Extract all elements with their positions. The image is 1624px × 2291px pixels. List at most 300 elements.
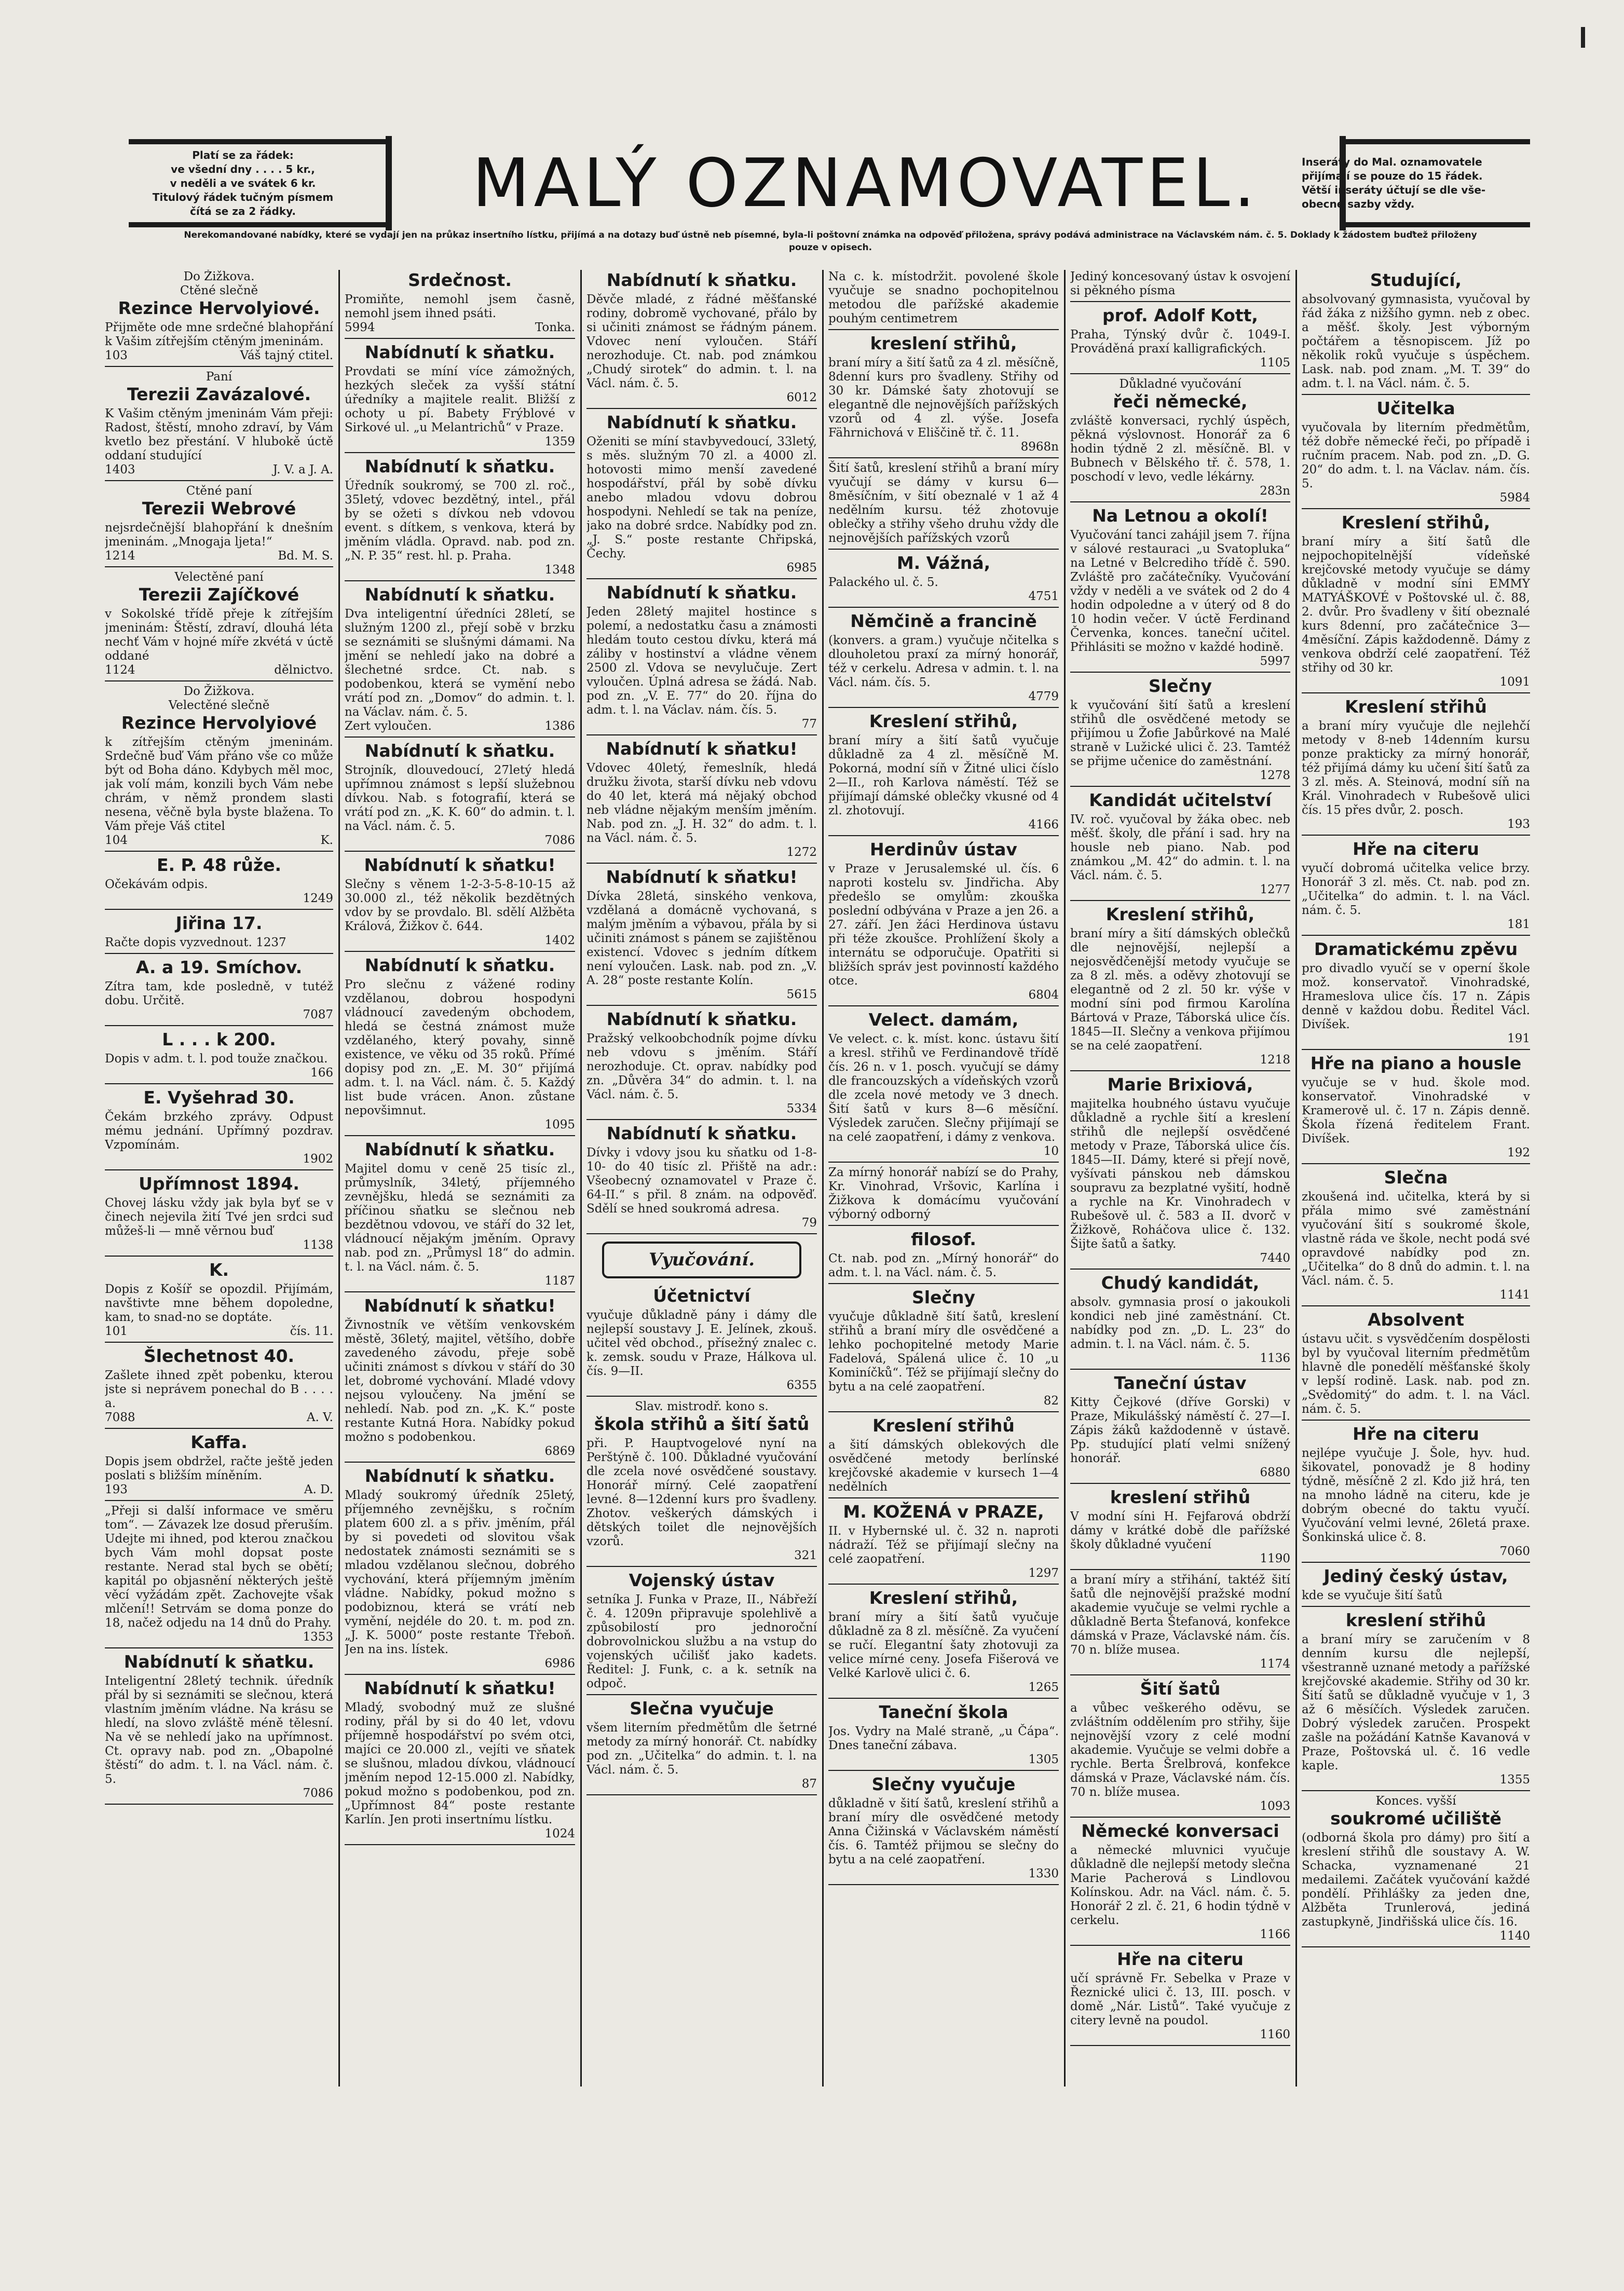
ad-body: Pro slečnu z vážené rodiny vzdělanou, dobrou hospodyni vládnoucí zavedeným obchodem, hledá se čestná známost muže vzdělaného, který povahy, sinně existence, ve věku od 35 roků. Přímé dopisy pod zn. „E. M. 30“ přijímá adm. t. l. na Václ. nám. č. 5. Každý list bude vrácen. Anon. zůstane nepovšimnut. (345, 978, 575, 1117)
ad-signature (105, 1066, 333, 1080)
ad-heading: Slečny (1148, 676, 1212, 696)
ad-signer: 7087 (303, 1008, 333, 1021)
classified-ad (1070, 1074, 1290, 1270)
ad-body: Praha, Týnský dvůr č. 1049-I. Prováděná praxí kalligrafických. (1070, 328, 1290, 356)
ad-signer: 5984 (1499, 491, 1530, 504)
ad-body: Dívky i vdovy jsou ku sňatku od 1-8-10- do 40 tisíc zl. Přiště na adr.: Všeobecný oznamovatel v Praze č. 64-II.“ s přil. 8 znám. na odpověď. Sdělí se hned soukromá adresa. (586, 1146, 817, 1216)
ad-signature (105, 663, 333, 677)
ad-signer: 10 (1043, 1144, 1059, 1158)
ad-signature (828, 988, 1059, 1002)
ad-heading: filosof. (911, 1229, 976, 1249)
classified-ad (345, 342, 575, 453)
classified-ad (586, 1123, 817, 1234)
ad-signature (828, 1753, 1059, 1767)
ad-body: Ve velect. c. k. míst. konc. ústavu šití a kresl. střihů ve Ferdinandově třídě čís. 26 n. v 1. posch. vyučují se dámy dle francouzských a vídeňských vzorů dle zcela nové metody ve 3 dnech. Šití šatů v kurs 8—6 měsíční. Výsledek zaručen. Slečny přijímají se na celé zaopatření, i dámy z venkova. (828, 1032, 1059, 1144)
ad-signature (1070, 1799, 1290, 1813)
rules-line: Větší inseráty účtují se dle vše- (1302, 184, 1486, 196)
ad-body: Za mírný honorář nabízí se do Prahy, Kr. Vinohrad, Vršovic, Karlína i Žižkova k domácímu vyučování výborný odborný (828, 1166, 1059, 1221)
ad-signer: 1297 (1028, 1566, 1059, 1580)
ad-signer: A. V. (306, 1411, 333, 1424)
ad-signer: 7440 (1260, 1251, 1290, 1265)
classified-ad (1302, 1167, 1530, 1306)
ad-signer: Bd. M. S. (278, 549, 333, 563)
ad-body: Chovej lásku vždy jak byla byť se v činech nejevila žití Tvé jen srdci suď můžeš-li — mně věrnou buď (105, 1196, 333, 1238)
ad-signature (1302, 918, 1530, 932)
classified-ad (345, 270, 575, 339)
ad-signer: 4779 (1028, 690, 1059, 703)
ad-heading: Srdečnost. (408, 270, 512, 290)
ad-body: Provdati se míní více zámožných, hezkých sleček za vyšší státní úředníky a majitele realit. Bližší z ochoty u pí. Babety Frýblové v Sirkové ul. „u Melantrichů“ v Praze. (345, 365, 575, 434)
ad-signature (1302, 675, 1530, 689)
ad-heading: Nabídnutí k sňatku. (606, 1009, 797, 1029)
ad-signature (105, 1630, 333, 1644)
classified-ad (828, 1229, 1059, 1284)
ad-signature (105, 1411, 333, 1425)
ad-intro-line: Paní (206, 370, 233, 384)
classified-ad (1070, 305, 1290, 374)
ad-heading: Nabídnutí k sňatku! (606, 739, 798, 759)
ad-signer: dělnictvo. (274, 663, 333, 677)
ad-body: k zítřejším ctěným jmeninám. Srdečně buď Vám přáno vše co může být od Boha dáno. Kdybych měl moc, jak volí mám, konzili bych Vám nebe chrám, v němž prondem slasti nesena, věčně byla byste blažena. To Vám přeje Váš ctitel (105, 735, 333, 833)
classified-ad (586, 1009, 817, 1120)
classified-ad (1302, 1794, 1530, 1947)
ad-signature (586, 1216, 817, 1230)
ad-signer: 1902 (303, 1152, 333, 1166)
ad-body: IV. roč. vyučoval by žáka obec. neb měšť. školy, dle přání i sad. hry na housle neb piano. Nab. pod známkou „M. 42“ do admin. t. l. na Václ. nám. č. 5. (1070, 813, 1290, 882)
ad-heading: Nabídnutí k sňatku. (606, 582, 797, 603)
ad-name-heading: Rezince Hervolyiové (121, 713, 317, 733)
ad-signer: 5334 (786, 1102, 817, 1115)
rules-line: Inseráty do Mal. oznamovatele (1302, 156, 1482, 168)
classified-ad (1070, 676, 1290, 787)
ad-signature (586, 561, 817, 575)
ad-heading: Nabídnutí k sňatku. (364, 741, 555, 761)
ad-signer: 1140 (1499, 1929, 1530, 1943)
ad-signature (1070, 1552, 1290, 1566)
classified-ad (345, 1466, 575, 1675)
ad-body: braní míry a šití šatů vyučuje důkladně za 4 zl. měsíčně M. Pokorná, modní síň v Žitné ulici číslo 2—II., roh Karlova náměstí. Též se přijímají dámské oblečky vkusné od 4 zl. zhotovují. (828, 734, 1059, 817)
ad-body: Vyučování tanci zahájil jsem 7. října v sálové restauraci „u Svatopluka“ na Letné v Belcrediho třídě č. 590. Zvláště pro začátečníky. Vyučování vždy v neděli a ve svátek od 2 do 4 hodin odpoledne a v úterý od 8 do 10 hodin večer. V úctě Ferdinand Červenka, konces. taneční učitel. Přihlásiti se možno v každé hodině. (1070, 528, 1290, 654)
ad-body: Ct. nab. pod zn. „Mírný honorář“ do adm. t. l. na Václ. nám. č. 5. (828, 1252, 1059, 1279)
ad-body: Jeden 28letý majitel hostince s polemí, a nedostatku času a známosti hledám touto cestou dívku, která má záliby v hostinství a vládne věnem 2500 zl. Vdova se nevylučuje. Zert vyloučen. Úplná adresa se žádá. Nab. pod zn. „V. E. 77“ do 20. října do adm. t. l. na Václav. nám. čís. 5. (586, 605, 817, 717)
ad-signature (586, 988, 817, 1002)
ad-signer: 321 (794, 1549, 817, 1562)
ad-signature (828, 1144, 1059, 1158)
ad-signer: 1272 (786, 846, 817, 859)
ad-number: 1214 (105, 549, 135, 563)
classified-ad (345, 955, 575, 1136)
pricing-line: čítá se za 2 řádky. (190, 204, 296, 217)
ad-signer: 6012 (786, 391, 817, 404)
ad-signer: 4751 (1028, 590, 1059, 603)
ad-heading: Nabídnutí k sňatku. (364, 342, 555, 362)
classified-ad (586, 412, 817, 579)
ad-body: Vdovec 40letý, řemeslník, hledá družku života, starší dívku neb vdovu do 40 let, která má nějaký obchod neb vládne nějakým menším jměním. Nab. pod zn. „J. H. 32“ do adm. t. l. na Václ. nám. č. 5. (586, 761, 817, 845)
classified-ad (1070, 790, 1290, 901)
ad-body: Oženiti se míní stavbyvedoucí, 33letý, s měs. služným 70 zl. a 4000 zl. hotovosti mimo menší zavedené hospodářství, přál by sobě dívku anebo mladou vdovu dobrou hospodyni. Nehledí se tak na peníze, jako na dobré srdce. Nabídky pod zn. „J. S.“ poste restante Chřipská, Čechy. (586, 435, 817, 561)
ad-intro-line: Velectěné paní (174, 570, 264, 584)
ad-heading: Taneční ústav (1114, 1373, 1247, 1393)
classified-ad (105, 1029, 333, 1084)
ad-signer: 193 (1507, 817, 1530, 831)
ad-signer: 82 (1043, 1394, 1059, 1408)
ad-body: Dívka 28letá, sinského venkova, vzdělaná a domácně vychovaná, s malým jměním a výbavou, přála by si učiniti známost s pánem se zajištěnou existencí. Vdovec s jedním dítkem není vyloučen. Lask. nab. pod zn. „V. A. 28“ poste restante Kolín. (586, 890, 817, 987)
ad-body: Mladý soukromý úředník 25letý, příjemného zevnějšku, s ročním platem 600 zl. a s přiv. jměním, přál by si povedeti od slovitou však nedostatek známosti seznámiti se s mladou vzdělanou slečnou, dobrého vychování, která příjemným jměním vládne. Nabídky, pokud možno s podobiznou, která se vrátí neb vymění, nejdéle do 20. t. m. pod zn. „J. K. 5000“ poste restante Třeboň. Jen na ins. lístek. (345, 1489, 575, 1656)
classified-ad (828, 1415, 1059, 1498)
classified-ad (1302, 398, 1530, 509)
ad-signer: 192 (1507, 1146, 1530, 1160)
ad-column-4 (828, 270, 1059, 2087)
column-rule (822, 270, 824, 2087)
classified-ad (1302, 270, 1530, 395)
ad-signer: 5997 (1260, 654, 1290, 668)
ad-intro-line: Konces. vyšší (1375, 1794, 1456, 1808)
ad-body: Přijměte ode mne srdečné blahopřání k Vašim zítřejším ctěným jmeninám. (105, 321, 333, 348)
ad-heading: Kaffa. (190, 1432, 248, 1452)
classified-ad (345, 855, 575, 952)
ad-body: a braní míry vyučuje dle nejlehčí metody v 8-neb 14denním kursu ponze prakticky za mírný honorář, též přijímá dámy ku učení šití šatů za 3 zl. měs. A. Steinová, modní síň na Král. Vinohradech v Rubešově ulici čís. 15 přes dvůr, 2. posch. (1302, 719, 1530, 817)
ad-intro-line: Ctěné paní (186, 484, 252, 498)
classified-ad (828, 1774, 1059, 1885)
column-rule (580, 270, 582, 2087)
ad-body: v Praze v Jerusalemské ul. čís. 6 naproti kostelu sv. Jindřicha. Aby předešlo se omylům: zkouška poslední odbývána v Praze a jen 26. a 27. září. Jen žáci Herdinova ústavu při téže zkoušce. Prohlížení školy a internátu se odporučuje. Opatřiti si bližších správ jest povinností každého otce. (828, 862, 1059, 988)
ad-signature (105, 1008, 333, 1022)
ad-heading: Chudý kandidát, (1101, 1273, 1260, 1293)
ad-signer: čís. 11. (290, 1325, 333, 1338)
classified-ad (828, 553, 1059, 608)
ad-heading: Nabídnutí k sňatku. (606, 1123, 797, 1143)
ad-signer: 7086 (303, 1787, 333, 1800)
classified-ad (105, 1432, 333, 1501)
ad-signature (345, 1444, 575, 1458)
ad-signer: 6986 (544, 1657, 575, 1670)
ad-body: braní míry a šití dámských oblečků dle nejnovější, nejlepší a nejosvědčenější metody vyučuje se za 8 zl. měs. a oděvy zhotovují se elegantně od 2 zl. 50 kr. výše v modní síni pod firmou Karolína Bártová v Praze, Táborská ulice čís. 1845—II. Slečny a venkova přijímou se na celé zaopatření. (1070, 927, 1290, 1053)
classified-ad (586, 1698, 817, 1795)
ad-signer: 1402 (544, 934, 575, 947)
ad-body: vyučuje důkladně pány i dámy dle nejlepší soustavy J. E. Jelínek, zkouš. učitel věd obchod., přísežný znalec c. k. zemsk. soudu v Praze, Hálkova ul. čís. 9—II. (586, 1308, 817, 1378)
ad-signer: 1218 (1260, 1053, 1290, 1067)
ad-body: Pražský velkoobchodník pojme dívku neb vdovu s jměním. Stáří nerozhoduje. Ct. oprav. nabídky pod zn. „Důvěra 34“ do admin. t. l. na Václ. nám. č. 5. (586, 1032, 817, 1101)
pricing-box (129, 149, 357, 217)
ad-heading: Kreslení střihů, (869, 711, 1018, 731)
ad-body: absolvovaný gymnasista, vyučoval by řád žáka z nižšího gymn. neb z obec. a měšť. školy. Jest výborným počtářem a těsnopiscem. Jíž po několik roků vyučuje s úspěchem. Lask. nab. pod znam. „M. T. 39“ do adm. t. l. na Václ. nám. č. 5. (1302, 293, 1530, 390)
ad-intro-line: Slav. mistrodř. kono s. (635, 1400, 769, 1413)
ad-heading: Dramatickému zpěvu (1314, 939, 1518, 959)
classified-ad (105, 1346, 333, 1429)
ad-number: 103 (105, 349, 128, 362)
ad-body: v Sokolské třídě přeje k zítřejším jmeninám: Štěstí, zdraví, dlouhá léta nechť Vám v hojné míře zkvétá v úctě oddané (105, 607, 333, 663)
classified-ad (586, 1286, 817, 1397)
ad-signer: 8968n (1020, 440, 1059, 454)
ad-body: vyučí dobromá učitelka velice brzy. Honorář 3 zl. měs. Ct. nab. pod zn. „Učitelka“ do admin. t. l. na Václ. nám. č. 5. (1302, 862, 1530, 917)
classified-ad (345, 741, 575, 852)
rules-line: přijímají se pouze do 15 řádek. (1302, 170, 1483, 182)
rules-line: obecné sazby vždy. (1302, 198, 1415, 210)
ad-column-1 (105, 270, 333, 2087)
ad-heading: E. P. 48 růže. (156, 855, 282, 875)
ad-signature (1302, 1773, 1530, 1787)
ad-signature (105, 1483, 333, 1497)
ad-signature (105, 834, 333, 848)
classified-ad (105, 370, 333, 481)
ad-signature (828, 818, 1059, 832)
classified-ad (1302, 839, 1530, 936)
ad-body: všem literním předmětům dle šetrné metody za mírný honorář. Ct. nabídky pod zn. „Učitelka“ do admin. t. l. na Václ. nám. č. 5. (586, 1721, 817, 1777)
classified-ad (828, 711, 1059, 836)
ad-signature (1070, 484, 1290, 498)
ad-signer: 1386 (544, 719, 575, 733)
ad-heading: Německé konversaci (1081, 1821, 1279, 1841)
classified-ad (345, 1139, 575, 1292)
ad-signer: 5615 (786, 988, 817, 1001)
ad-heading: prof. Adolf Kott, (1102, 305, 1258, 325)
ad-number: 5994 (345, 321, 375, 334)
ad-name-heading: Rezince Hervolyiové. (118, 298, 320, 318)
ad-signature (586, 1777, 817, 1791)
classified-ad (828, 1702, 1059, 1771)
rules-box (1294, 149, 1530, 217)
ad-heading: Jediný český ústav, (1323, 1566, 1508, 1586)
ad-heading: L . . . k 200. (162, 1029, 276, 1049)
ad-body: ústavu učit. s vysvědčením dospělosti byl by vyučoval literním předmětům hlavně dle ponedělí měšťanské školy v lepší rodině. Lask. nab. pod zn. „Svědomitý“ do adm. t. l. na Václ. nám. č. 5. (1302, 1332, 1530, 1416)
ad-name-heading: Terezii Zavázalové. (127, 384, 311, 404)
ad-heading: kreslení střihů, (870, 333, 1017, 353)
ad-heading: řeči německé, (1113, 391, 1248, 412)
ad-body: nejsrdečnější blahopřání k dnešním jmeninám. „Mnogaja ljeta!“ (105, 521, 333, 549)
ad-intro-line: Velectěné slečně (168, 699, 270, 712)
ad-signer: 1277 (1260, 883, 1290, 896)
ad-heading: Taneční škola (879, 1702, 1008, 1722)
classified-ad (828, 1010, 1059, 1163)
classified-ad (1070, 1573, 1290, 1675)
ad-body: vyučuje se v hud. škole mod. konservatoř. Vinohradské v Kramerově ul. č. 17 n. Zápis denně. Škola řízená ředitelem Frant. Divíšek. (1302, 1076, 1530, 1146)
ad-body: braní míry a šití šatů za 4 zl. měsíčně, 8denní kurs pro švadleny. Střihy od 30 kr. Dámské šaty zhotovují se elegantně dle nejnovějších pařížských vzorů od 4 zl. výše. Josefa Fährnichová v Eliščině tř. č. 11. (828, 356, 1059, 440)
ad-signature (1302, 1545, 1530, 1559)
classified-ad (1302, 939, 1530, 1050)
ad-heading: Nabídnutí k sňatku. (364, 955, 555, 975)
classified-ad (828, 270, 1059, 330)
ad-signer: 1166 (1260, 1928, 1290, 1941)
classified-ad (105, 270, 333, 367)
ad-body: K Vašim ctěným jmeninám Vám přeji: Radost, štěstí, mnoho zdraví, by Vám kvetlo bez přestání. V hlubokě úctě oddaní studující (105, 407, 333, 462)
ad-heading: Nabídnutí k sňatku! (364, 1678, 556, 1698)
classified-ad (1302, 1053, 1530, 1164)
classified-ad (105, 1087, 333, 1170)
classified-ad (105, 913, 333, 954)
ad-heading: Šlechetnost 40. (143, 1346, 295, 1366)
ad-body: Slečny s věnem 1-2-3-5-8-10-15 až 30.000 zl., též několik bezdětných vdov by se provdalo. Bl. sdělí Alžběta Králová, Žižkov č. 644. (345, 878, 575, 933)
ad-heading: Studující, (1370, 270, 1462, 290)
ad-heading: Kreslení střihů, (1341, 512, 1491, 533)
pricing-line: ve všední dny . . . . 5 kr., (171, 162, 315, 175)
ad-signer: 1105 (1260, 356, 1290, 370)
ad-signer: 1174 (1260, 1657, 1290, 1671)
ad-signer: J. V. a J. A. (272, 463, 333, 476)
classified-ad (105, 1652, 333, 1805)
ad-heading: Marie Brixiová, (1107, 1074, 1253, 1095)
ad-signature (828, 1566, 1059, 1580)
ad-heading: Slečny vyučuje (871, 1774, 1016, 1794)
classified-ad (586, 270, 817, 409)
ad-body: důkladně v šití šatů, kreslení střihů a braní míry dle osvědčené metody Anna Čižinská v Václavském náměstí čís. 6. Tamtéž přijmou se slečny do bytu a na celé zaopatření. (828, 1797, 1059, 1866)
ad-body: setníka J. Funka v Praze, II., Nábřeží č. 4. 1209n připravuje spolehlivě a způsobilostí pro jednoroční dobrovolnickou službu a na vstup do vojenských učilišť jako kadets. Ředitel: J. Funk, c. a k. setník na odpoč. (586, 1593, 817, 1690)
ad-heading: Hře na citeru (1117, 1949, 1244, 1969)
classified-ad (1070, 377, 1290, 502)
ad-signer: 6985 (786, 561, 817, 575)
ad-signer: 6880 (1260, 1466, 1290, 1479)
ad-heading: Velect. damám, (868, 1010, 1019, 1030)
ad-heading: Nabídnutí k sňatku. (606, 270, 797, 290)
ad-body: Dopis v adm. t. l. pod touže značkou. (105, 1052, 328, 1066)
ad-body: Dopis z Košíř se opozdil. Přijímám, navštivte mne během dopoledne, kam, to snad-no se doptáte. (105, 1283, 333, 1324)
ad-body: II. v Hybernské ul. č. 32 n. naproti nádraží. Též se přijímají slečny na celé zaopatření. (828, 1524, 1059, 1566)
ad-number: 1403 (105, 463, 135, 476)
ad-body: pro divadlo vyučí se v operní škole mož. konservatoř. Vinohradské, Hrameslova ulice čís. 17 n. Zápis denně v každou dobu. Ředitel Václ. Divíšek. (1302, 962, 1530, 1031)
classified-ad (1070, 1373, 1290, 1484)
classified-ad (1070, 506, 1290, 673)
ad-body: a šití dámských oblekových dle osvědčené metody berlínské krejčovské akademie v kursech 1—4 nedělních (828, 1438, 1059, 1494)
ad-body: (konvers. a gram.) vyučuje nčitelka s dlouholetou praxí za mírný honorář, též v cerkelu. Adresa v admin. t. l. na Václ. nám. čís. 5. (828, 634, 1059, 689)
column-rule (1295, 270, 1297, 2087)
ad-signer: 1355 (1499, 1773, 1530, 1787)
pricing-line: Platí se za řádek: (192, 148, 294, 161)
ad-body: Dva inteligentní úředníci 28letí, se služným 1200 zl., přejí sobě v brzku se seznámiti se slušnými dámami. Na jmění se nehledí jako na dobré a šlechetné srdce. Ct. nab. s podobenkou, která se vymění nebo vrátí pod zn. „Domov“ do admin. t. l. na Václav. nám. č. 5. (345, 607, 575, 719)
ad-signature (1070, 883, 1290, 897)
ad-signer: 1024 (544, 1827, 575, 1840)
ad-signer: 7086 (544, 834, 575, 847)
ad-signature (586, 1102, 817, 1116)
classified-ad (1070, 904, 1290, 1071)
masthead (129, 139, 1530, 227)
ad-signer: 6869 (544, 1444, 575, 1458)
ad-signer: 1091 (1499, 675, 1530, 689)
ad-heading: A. a 19. Smíchov. (135, 957, 303, 977)
classified-ad (105, 855, 333, 910)
classified-ad (828, 1287, 1059, 1412)
ad-signature (345, 1827, 575, 1841)
ad-signature (345, 563, 575, 577)
ad-signature (828, 590, 1059, 604)
ad-body: nejlépe vyučuje J. Šole, hyv. hud. šikovatel, ponovadž je 8 hodiny týdně, měsíčně 2 zl. Kdo již hrá, ten na mnoho ládně na citeru, kde je dobrým obecné do taktu vyučí. Vyučování velmi levné, 26letá praxe. Šonkinská ulice č. 8. (1302, 1447, 1530, 1544)
classified-ad (105, 685, 333, 852)
ad-signer: Tonka. (535, 321, 575, 334)
ad-signature (1070, 1928, 1290, 1942)
column-rule (1064, 270, 1066, 2087)
ad-signature (828, 1394, 1059, 1408)
ad-signer: 166 (310, 1066, 333, 1080)
ad-intro-line: Do Žižkova. (183, 270, 255, 283)
ad-heading: Vojenský ústav (629, 1570, 775, 1590)
ad-body: Mladý, svobodný muž ze slušné rodiny, přál by si do 40 let, vdovu příjemně hospodářství po svém otci, majíci ce 20.000 zl., vejíti ve sňatek se slušnou, mladou dívkou, vládnoucí jměním nepod 12-15.000 zl. Nabídky, pokud možno s podobenkou, pod zn. „Upřímnost 84“ poste restante Karlín. Jen proti insertnímu lístku. (345, 1701, 575, 1826)
section-heading: Vyučování. (602, 1242, 801, 1278)
ad-signer: 1265 (1028, 1681, 1059, 1694)
classified-ad (1302, 512, 1530, 693)
classified-ad (1070, 1949, 1290, 2046)
ad-signer: 1353 (303, 1630, 333, 1644)
ad-heading: Hře na piano a housle (1310, 1053, 1522, 1073)
ad-heading: Slečna vyučuje (630, 1698, 774, 1719)
ad-body: a německé mluvnici vyučuje důkladně dle nejlepší metody slečna Marie Pacherová s Lindlovou Kolínskou. Adr. na Václ. nám. č. 5. Honorář 2 zl. č. 21, 6 hodin týdně v cerkelu. (1070, 1844, 1290, 1927)
ad-heading: E. Vyšehrad 30. (143, 1087, 295, 1108)
ad-signer: 1278 (1260, 769, 1290, 782)
ad-column-2 (345, 270, 575, 2087)
ad-signer: 79 (801, 1216, 817, 1230)
ad-body: Jos. Vydry na Malé straně, „u Čápa“. Dnes taneční zábava. (828, 1725, 1059, 1752)
ad-heading: Nabídnutí k sňatku. (124, 1652, 315, 1672)
ad-signer: 283n (1260, 484, 1290, 498)
ad-signature (1070, 1466, 1290, 1480)
ad-body: Kitty Čejkové (dříve Gorski) v Praze, Mikulášský náměstí č. 27—I. Zápis žáků každodenně v ústavě. Pp. studující platí velmi snížený honorář. (1070, 1396, 1290, 1465)
ad-heading: Kreslení střihů, (869, 1588, 1018, 1608)
ad-heading: Nabídnutí k sňatku. (364, 1139, 555, 1160)
ad-heading: Nabídnutí k sňatku! (364, 855, 556, 875)
ad-signer: 4166 (1028, 818, 1059, 831)
margin-mark (1581, 27, 1585, 48)
ad-signer: 6804 (1028, 988, 1059, 1002)
ad-heading: Nabídnutí k sňatku! (364, 1295, 556, 1316)
ad-body: (odborná škola pro dámy) pro šití a kreslení střihů dle soustavy A. W. Schacka, vyznamenané 21 medailemi. Začátek vyučování každé pondělí. Přihlášky za jeden dne, Alžběta Trunlerová, jediná zastupkyně, Jindřišská ulice čís. 16. (1302, 1831, 1530, 1929)
classified-ad (828, 333, 1059, 458)
ad-signer: 181 (1507, 918, 1530, 931)
ad-heading: M. Vážná, (896, 553, 991, 573)
ad-signer: 1249 (303, 892, 333, 905)
ad-signature (105, 1152, 333, 1166)
classified-ad (586, 1400, 817, 1567)
ad-body: Na c. k. místodržit. povolené škole vyučuje se snadno pochopitelnou metodou dle pařížské akademie pouhým centimetrem (828, 270, 1059, 325)
ad-signer: 87 (801, 1777, 817, 1791)
ad-signer: K. (320, 834, 333, 847)
ad-body: „Přeji si další informace ve směru tom“. — Závazek lze dosud přeruším. Udejte mi ihned, pod kterou značkou bych Vám mohl dopsat poste restante. Nerad stal bych se obětí; kapitál po objasnění některých ještě věcí vyžádám zpět. Zachovejte však mlčení!! Setrvám se doma ponze do 18, načež odjedu na 14 dnů do Prahy. (105, 1504, 333, 1630)
ad-name-heading: Terezii Webrové (142, 498, 296, 519)
classified-ad (1302, 1610, 1530, 1791)
ad-body: Majitel domu v ceně 25 tisíc zl., průmyslník, 34letý, příjemného zevnějšku, hledá se seznámiti za příčinou sňatku se slečnou neb bezdětnou vdovou, ve stáří do 32 let, vládnoucí nějakým jměním. Opravy nab. pod zn. „Průmysl 18“ do admin. t. l. na Václ. nám. č. 5. (345, 1162, 575, 1274)
pricing-line: v neděli a ve svátek 6 kr. (170, 176, 316, 189)
ad-heading: Nabídnutí k sňatku. (606, 412, 797, 432)
ad-body: k vyučování šití šatů a kreslení střihů dle osvědčené metody se přijímou u Žofie Jabůrkové na Malé straně v Lužické ulici č. 23. Tamtéž se přijme učenice do zaměstnání. (1070, 699, 1290, 768)
ad-signature (345, 1657, 575, 1671)
ad-name-heading: Terezii Zajíčkové (139, 584, 299, 605)
ad-heading: K. (209, 1260, 229, 1280)
classified-ad (828, 1166, 1059, 1226)
ad-signer: A. D. (304, 1483, 333, 1496)
ad-signature (105, 549, 333, 563)
ad-signer: 1095 (544, 1118, 575, 1131)
ad-body: V modní síni H. Fejfarová obdrží dámy v krátké době dle pařížské školy důkladné vyučení (1070, 1510, 1290, 1551)
ad-signature (345, 834, 575, 848)
ad-signer: 191 (1507, 1032, 1530, 1045)
ad-heading: Hře na citeru (1353, 839, 1479, 859)
classified-ad (1302, 1424, 1530, 1563)
classified-ad (105, 484, 333, 567)
classified-ad (828, 461, 1059, 550)
ad-signature (105, 463, 333, 477)
ad-body: Úředník soukromý, se 700 zl. roč., 35letý, vdovec bezdětný, intel., přál by se ožeti s dívkou neb vdovou event. s dítkem, s venkova, která by jměním vládla. Opravd. nab. pod zn. „N. P. 35“ rest. hl. p. Praha. (345, 479, 575, 563)
ad-heading: Šití šatů (1140, 1679, 1221, 1699)
ad-signature (105, 1325, 333, 1339)
classified-ad (105, 1260, 333, 1343)
classified-ad (586, 1570, 817, 1695)
ad-body: Šití šatů, kreslení střihů a braní míry vyučují se dámy v kursu 6—8měsíčním, v šití obeznalé v 1 až 4 nedělním kursu. též zhotovuje oblečky a střihy všeho druhu vždy dle nejnovějších pařížských vzorů (828, 461, 1059, 545)
ad-heading: Nabídnutí k sňatku. (364, 456, 555, 476)
ad-heading: Na Letnou a okolí! (1092, 506, 1268, 526)
ad-signature (586, 1549, 817, 1563)
ad-body: Palackého ul. č. 5. (828, 576, 938, 589)
ad-signer: 1330 (1028, 1867, 1059, 1880)
ad-signature (1070, 654, 1290, 669)
ad-body: Očekávám odpis. (105, 878, 208, 891)
classified-ad (586, 867, 817, 1006)
ad-body: vyučuje důkladně šití šatů, kreslení střihů a braní míry dle osvědčené a lehko pochopitelné metody Marie Fadelová, Spálená ulice č. 10 „u Kominíčků“. Též se přijímají slečny do bytu a na celé zaopatření. (828, 1310, 1059, 1394)
